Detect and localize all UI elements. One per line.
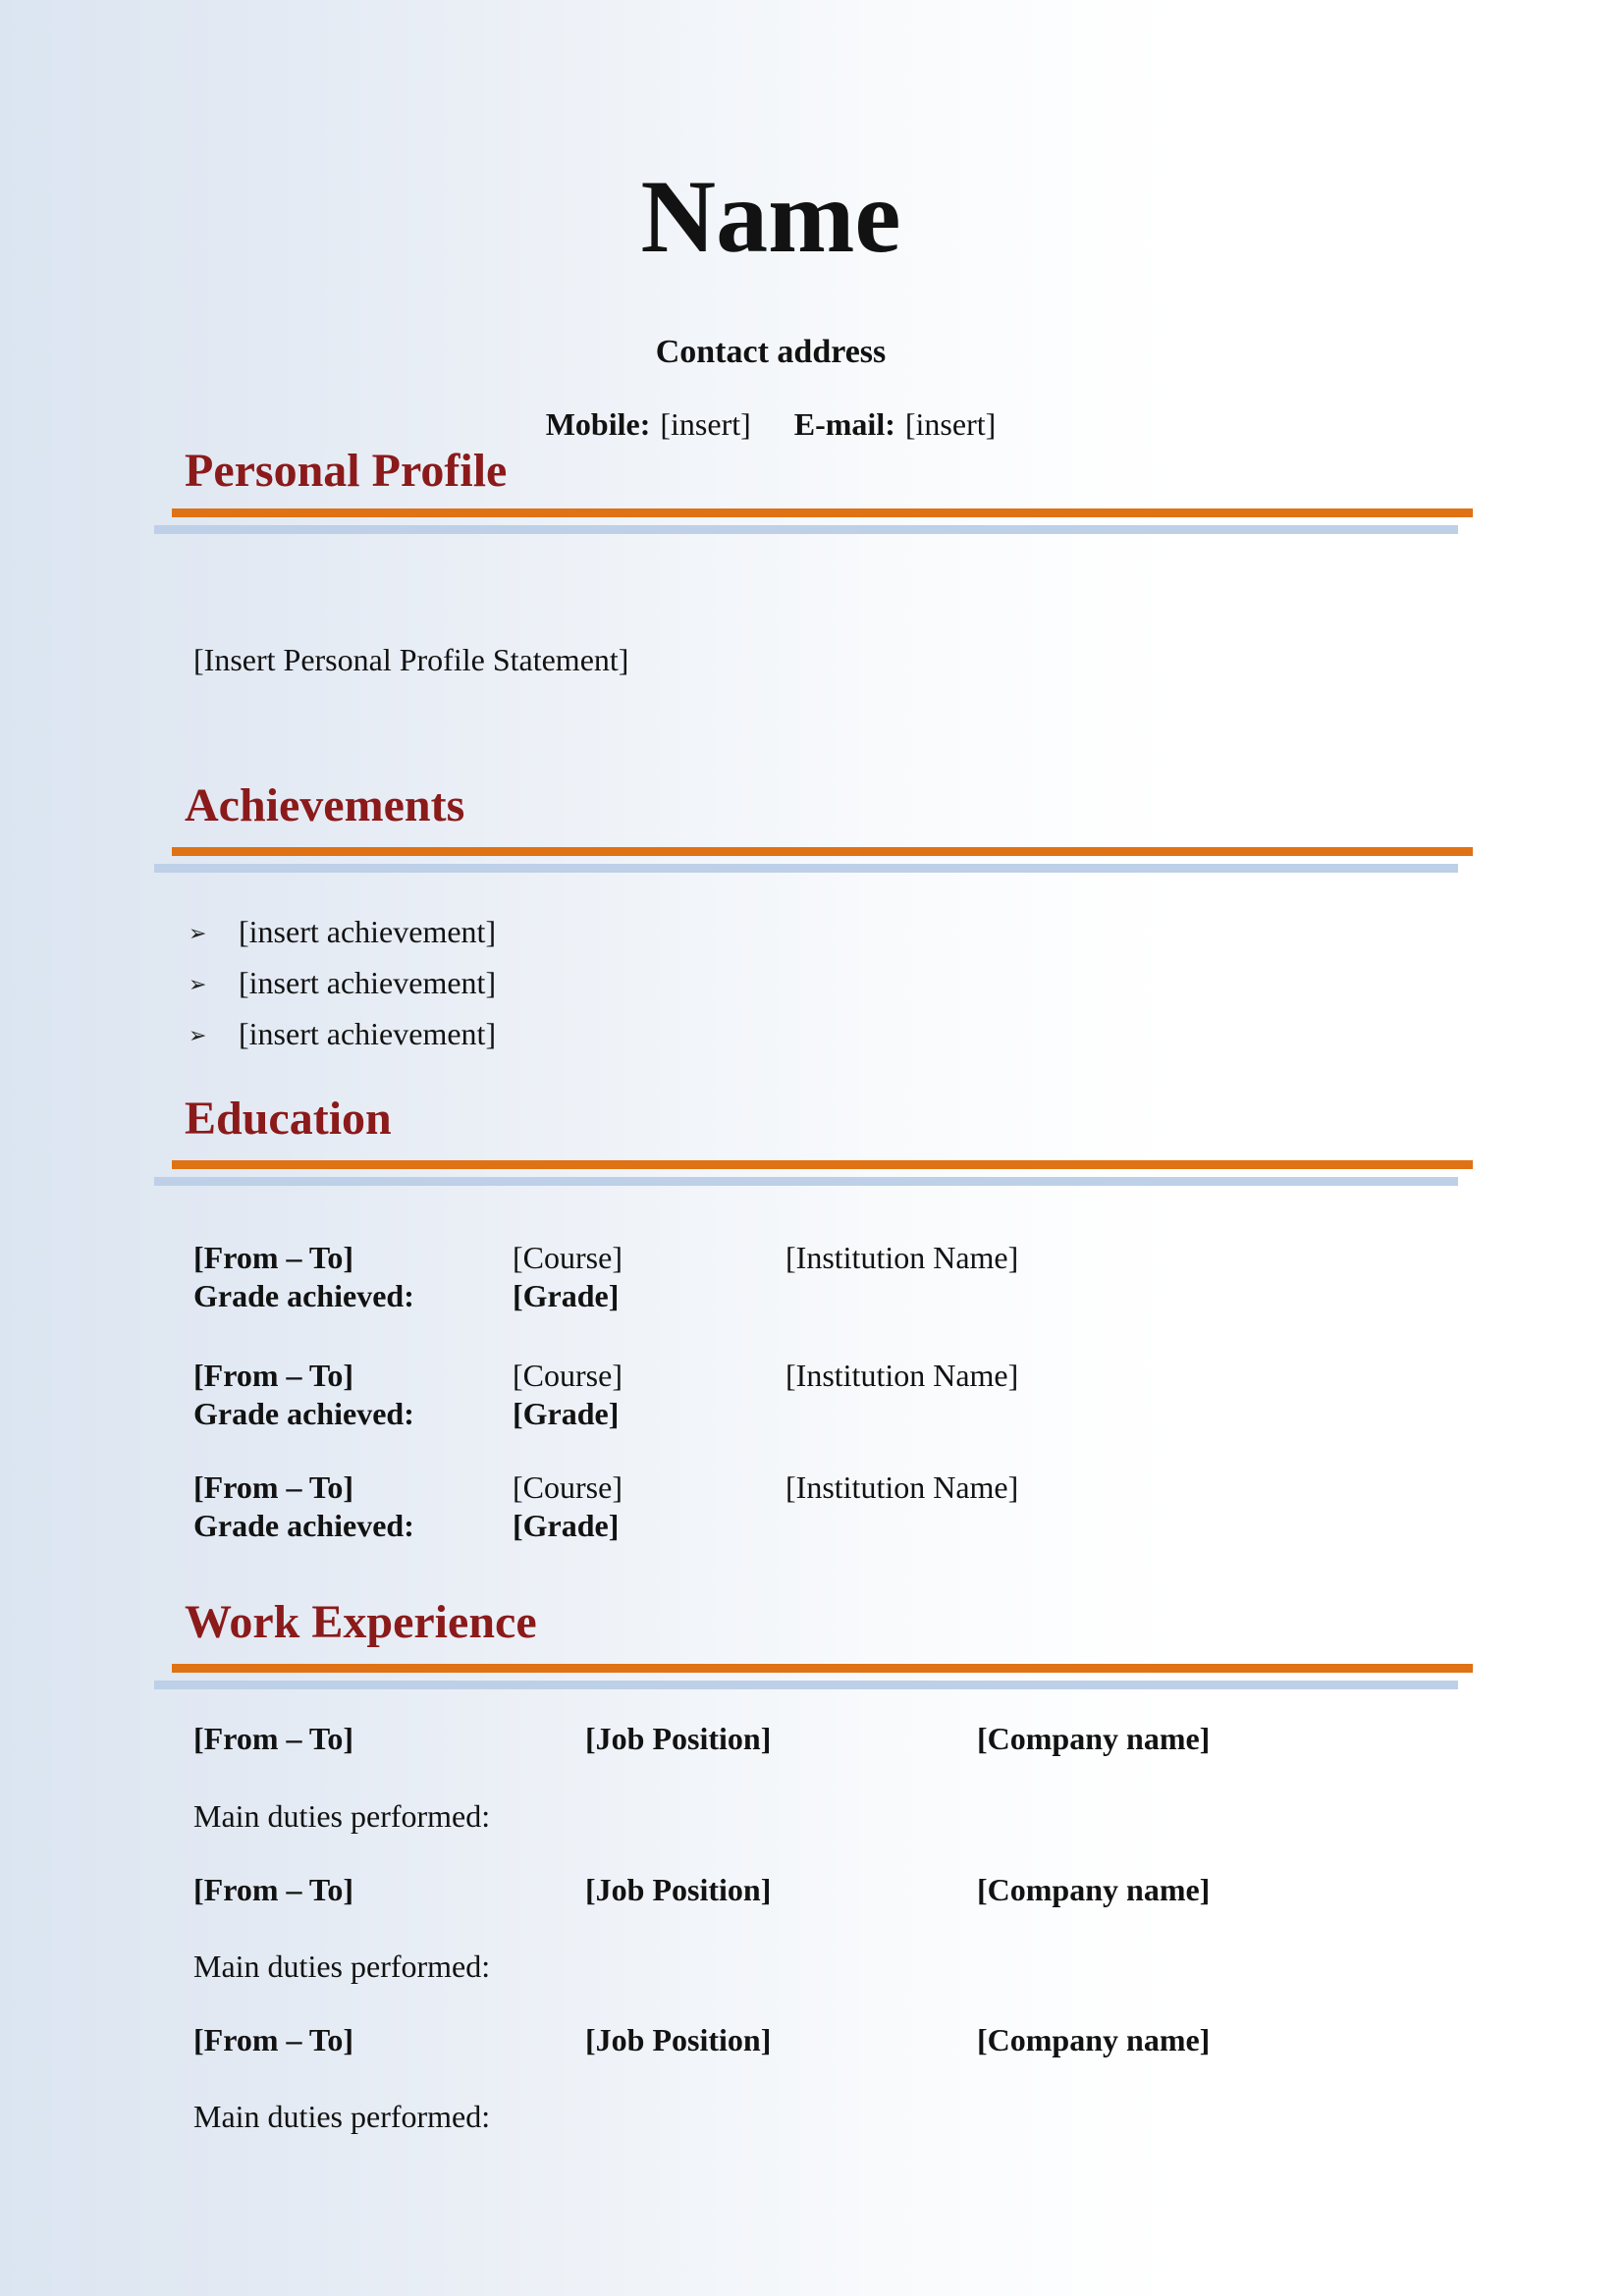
grade-value: [Grade] [513,1508,620,1543]
institution-name: [Institution Name] [785,1469,1019,1505]
education-row [0,1239,1624,1321]
institution-name: [Institution Name] [785,1240,1019,1275]
work-experience-row [0,1720,1624,1802]
section-title-work-experience: Work Experience [185,1596,537,1648]
achievement-text: [insert achievement] [239,965,497,1000]
arrow-bullet-icon: ➢ [189,1023,207,1047]
blue-rule [154,864,1458,873]
grade-label: Grade achieved: [193,1278,414,1313]
job-position: [Job Position] [585,2022,772,2057]
section-title-personal-profile: Personal Profile [185,445,508,497]
main-duties-label: Main duties performed: [193,2099,491,2134]
grade-label: Grade achieved: [193,1508,414,1543]
personal-profile-statement: [Insert Personal Profile Statement] [193,642,629,677]
from-to: [From – To] [193,1872,353,1907]
orange-rule [172,847,1473,856]
blue-rule [154,525,1458,534]
from-to: [From – To] [193,1469,353,1505]
job-position: [Job Position] [585,1872,772,1907]
orange-rule [172,1160,1473,1169]
orange-rule [172,508,1473,517]
contact-line [0,406,1542,443]
work-experience-row [0,2021,1624,2104]
achievement-text: [insert achievement] [239,914,497,949]
main-duties-label: Main duties performed: [193,1949,491,1984]
course: [Course] [513,1469,623,1505]
grade-value: [Grade] [513,1278,620,1313]
arrow-bullet-icon: ➢ [189,921,207,945]
email-value: [insert] [904,406,997,442]
achievement-item [189,963,496,1004]
education-row [0,1357,1624,1439]
from-to: [From – To] [193,1240,353,1275]
section-title-education: Education [185,1093,392,1145]
email-label: E-mail: [793,406,895,442]
blue-rule [154,1681,1458,1689]
mobile-label: Mobile: [545,406,651,442]
from-to: [From – To] [193,1721,353,1756]
mobile-value: [insert] [660,406,751,442]
contact-address: Contact address [655,334,887,370]
section-title-achievements: Achievements [185,779,465,831]
institution-name: [Institution Name] [785,1358,1019,1393]
company-name: [Company name] [977,1872,1211,1907]
grade-value: [Grade] [513,1396,620,1431]
arrow-bullet-icon: ➢ [189,972,207,996]
achievement-text: [insert achievement] [239,1016,497,1051]
achievement-item [189,1014,496,1055]
achievement-item [189,912,496,953]
course: [Course] [513,1240,623,1275]
education-row [0,1468,1624,1551]
company-name: [Company name] [977,2022,1211,2057]
orange-rule [172,1664,1473,1673]
grade-label: Grade achieved: [193,1396,414,1431]
work-experience-row [0,1871,1624,1953]
company-name: [Company name] [977,1721,1211,1756]
candidate-name: Name [640,159,901,274]
blue-rule [154,1177,1458,1186]
from-to: [From – To] [193,2022,353,2057]
main-duties-label: Main duties performed: [193,1798,491,1834]
job-position: [Job Position] [585,1721,772,1756]
from-to: [From – To] [193,1358,353,1393]
course: [Course] [513,1358,623,1393]
